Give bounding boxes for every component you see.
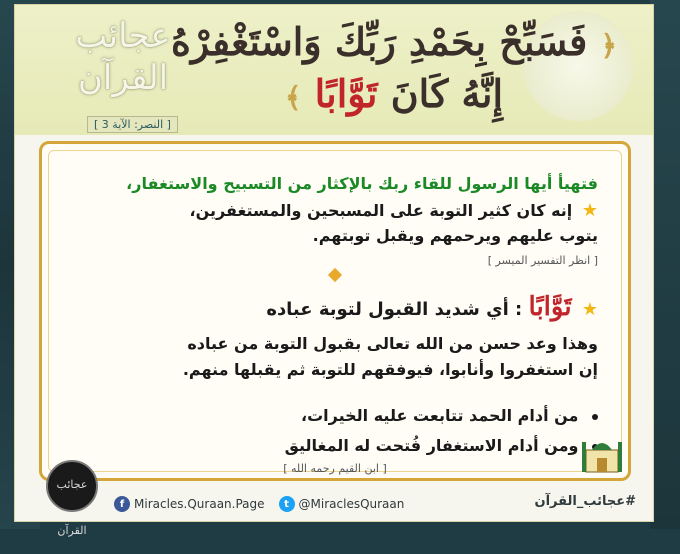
tafsir-source: [ انظر التفسير الميسر ] [487, 254, 598, 267]
twitter-link[interactable] [279, 496, 405, 512]
facebook-handle: Miracles.Quraan.Page [134, 497, 265, 511]
footer-bar [14, 486, 654, 522]
facebook-link[interactable] [114, 496, 265, 512]
brand-logo-text: عجائب القرآن [75, 16, 171, 98]
quote-bullet-2-text: ومن أدام الاستغفار فُتحت له المغاليق [284, 436, 579, 455]
tafsir-line-3: يتوب عليهم ويرحمهم ويقبل توبتهم. [312, 226, 598, 245]
brand-logo [73, 15, 173, 107]
definition-word: تَوَّابًا [528, 292, 572, 322]
star-icon: ★ [581, 200, 598, 221]
quote-bullet-2 [72, 436, 598, 455]
verse-line-2 [165, 71, 623, 116]
bracket-icon: ﴾ [284, 81, 302, 114]
verse-line-1 [165, 19, 623, 64]
right-background [650, 0, 680, 529]
verse-text-2b: تَوَّابًا [314, 71, 378, 116]
twitter-icon: t [279, 496, 295, 512]
quote-source: [ ابن القيم رحمه الله ] [283, 462, 387, 475]
tafsir-line-2 [72, 200, 598, 221]
explanation-line-1: وهذا وعد حسن من الله تعالى بقبول التوبة من عباده [187, 334, 598, 353]
seal-text: عجائب القرآن [56, 478, 88, 537]
tafsir-line-1: فتهيأ أيها الرسول للقاء ربك بالإكثار من التسبيح والاستغفار، [126, 174, 598, 193]
verse-reference: [ النصر: الآية 3 ] [87, 116, 178, 133]
quote-bullet-1 [72, 406, 598, 425]
verse-header [15, 5, 653, 135]
bullet-icon [592, 414, 598, 420]
verse-text-1: فَسَبِّحْ بِحَمْدِ رَبِّكَ وَاسْتَغْفِرْهُ [170, 19, 588, 64]
twitter-handle: @MiraclesQuraan [298, 497, 405, 511]
bracket-icon: ﴿ [600, 29, 617, 62]
star-icon: ★ [581, 299, 598, 320]
mosque-icon [580, 432, 624, 476]
definition-meaning: : أي شديد القبول لتوبة عباده [266, 299, 523, 320]
explanation-frame [39, 141, 631, 481]
facebook-icon: f [114, 496, 130, 512]
hashtag[interactable]: #عجائب_القرآن [534, 494, 636, 509]
definition-line [266, 292, 598, 322]
explanation-line-2: إن استغفروا وأنابوا، فيوفقهم للتوبة ثم يقبلها منهم. [182, 360, 598, 379]
content-card [14, 4, 654, 522]
verse-text-2a: إِنَّهُ كَانَ [390, 71, 504, 116]
quote-bullet-1-text: من أدام الحمد تتابعت عليه الخيرات، [301, 406, 579, 425]
tafsir-line-2-text: إنه كان كثير التوبة على المسبحين والمستغفرين، [189, 201, 573, 220]
